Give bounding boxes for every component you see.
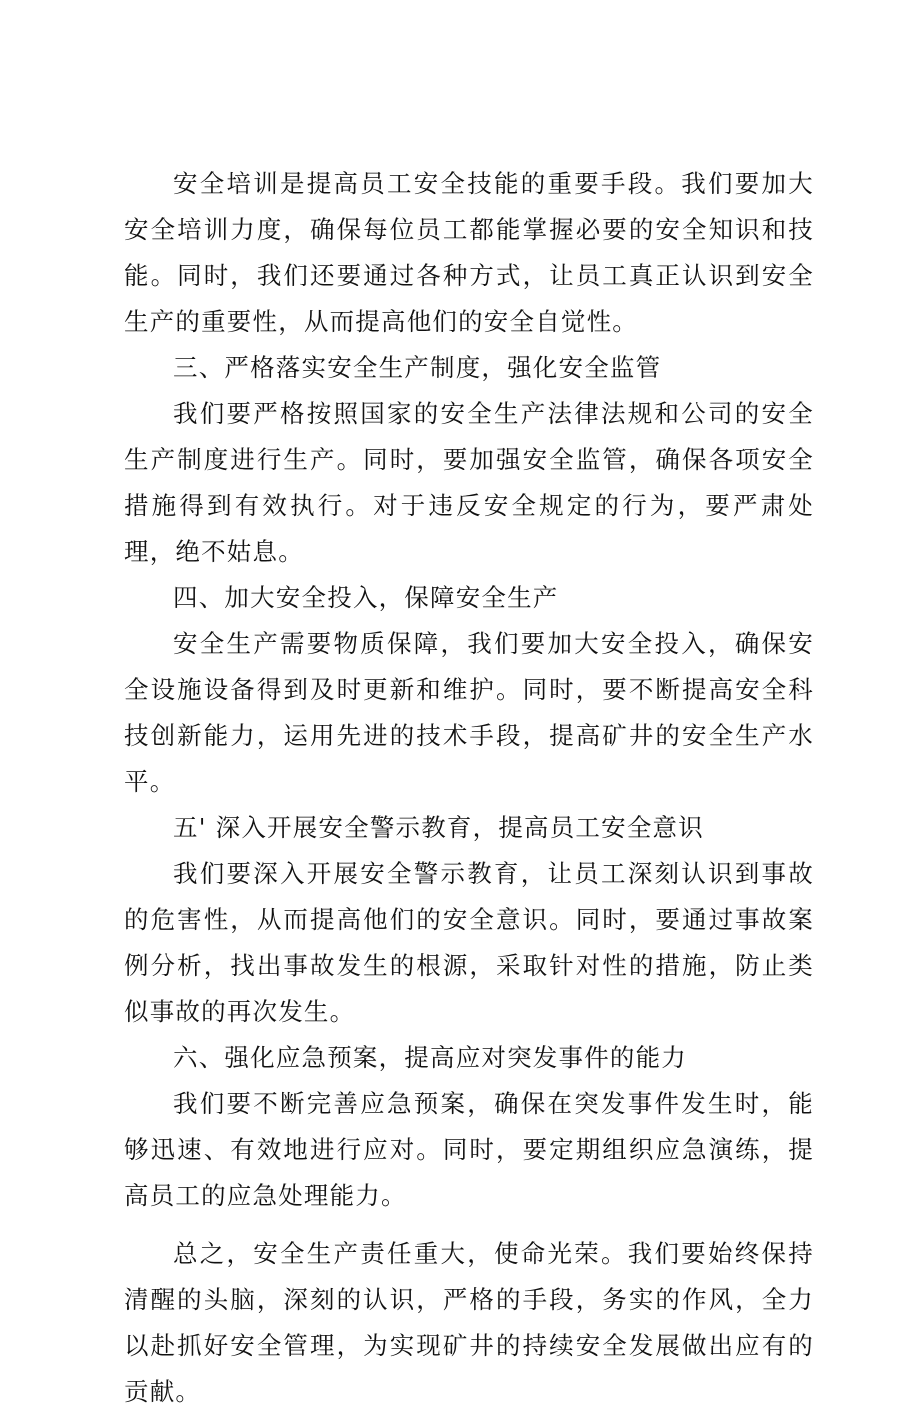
paragraph-conclusion: 总之，安全生产责任重大，使命光荣。我们要始终保持清醒的头脑，深刻的认识，严格的手段，务实的作风，全力以赴抓好安全管理，为实现矿井的持续安全发展做出应有的贡献。 xyxy=(124,1239,814,1406)
paragraph-section-4: 安全生产需要物质保障，我们要加大安全投入，确保安全设施设备得到及时更新和维护。同时，要不断提高安全科技创新能力，运用先进的技术手段，提高矿井的安全生产水平。 xyxy=(124,629,814,796)
paragraph-safety-training: 安全培训是提高员工安全技能的重要手段。我们要加大安全培训力度，确保每位员工都能掌握必要的安全知识和技能。同时，我们还要通过各种方式，让员工真正认识到安全生产的重要性，从而提高他们的安全自觉性。 xyxy=(124,169,814,336)
heading-section-4: 四、加大安全投入，保障安全生产 xyxy=(173,583,559,612)
heading-section-5: 五' 深入开展安全警示教育，提高员工安全意识 xyxy=(173,813,704,842)
heading-section-3: 三、严格落实安全生产制度，强化安全监管 xyxy=(173,353,662,382)
heading-section-6: 六、强化应急预案，提高应对突发事件的能力 xyxy=(173,1043,687,1072)
paragraph-section-5: 我们要深入开展安全警示教育，让员工深刻认识到事故的危害性，从而提高他们的安全意识。同时，要通过事故案例分析，找出事故发生的根源，采取针对性的措施，防止类似事故的再次发生。 xyxy=(124,859,814,1026)
paragraph-section-3: 我们要严格按照国家的安全生产法律法规和公司的安全生产制度进行生产。同时，要加强安全监管，确保各项安全措施得到有效执行。对于违反安全规定的行为，要严肃处理，绝不姑息。 xyxy=(124,399,814,566)
paragraph-section-6: 我们要不断完善应急预案，确保在突发事件发生时，能够迅速、有效地进行应对。同时，要定期组织应急演练，提高员工的应急处理能力。 xyxy=(124,1089,814,1210)
document-body xyxy=(124,161,814,1415)
